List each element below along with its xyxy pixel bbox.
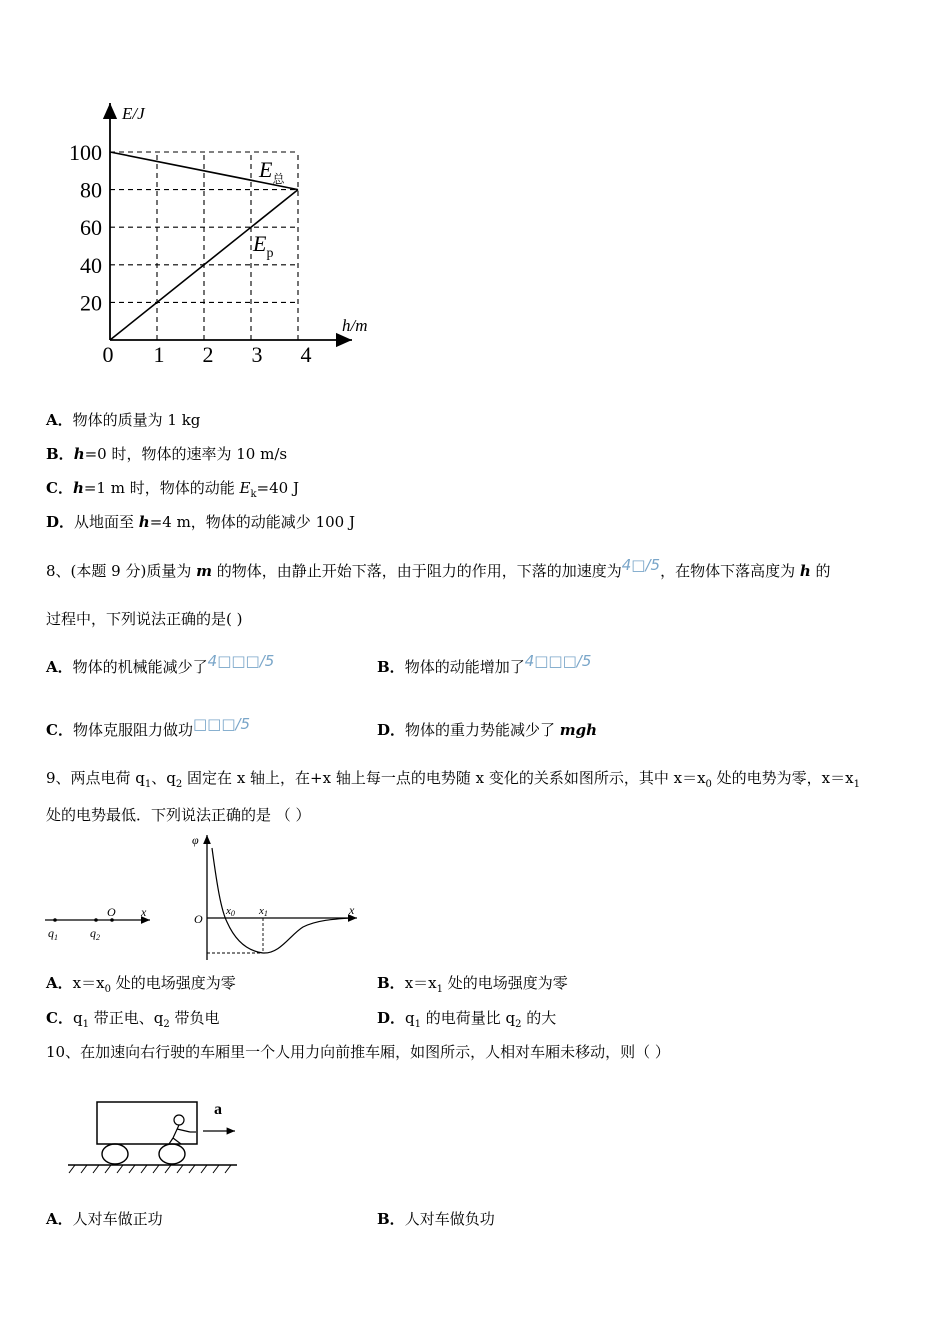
energy-height-graph	[60, 95, 390, 380]
q9-option-c: C．$q_1$ 带正电、$q_2$ 带负电	[46, 1009, 220, 1030]
q9-option-a: A．$x=x_0$ 处的电场强度为零	[46, 974, 236, 995]
q8-stem-line1: 8、(本题 9 分)质量为 m 的物体，由静止开始下落，由于阻力的作用，下落的加速度为4□/5，在物体下落高度为 h 的	[46, 556, 831, 580]
q10-option-a: A．人对车做正功	[46, 1210, 163, 1228]
svg-text:O: O	[107, 905, 116, 919]
q9-option-d: D．$q_1$ 的电荷量比 $q_2$ 的大	[377, 1009, 557, 1030]
x-axis-label: h/m	[342, 316, 368, 335]
potential-curve-figure	[185, 830, 365, 965]
q7-option-d: D．从地面至 h=4 m，物体的动能减少 100 J	[46, 513, 355, 531]
svg-text:x: x	[141, 905, 147, 919]
formula-image-a: 4□□□/5	[207, 652, 275, 670]
svg-text:x: x	[349, 903, 355, 917]
svg-text:φ: φ	[192, 833, 199, 847]
y-tick-labels	[69, 140, 102, 315]
formula-image-c: □□□/5	[192, 715, 251, 733]
q8-option-d: D．物体的重力势能减少了 mgh	[377, 721, 598, 739]
x-tick-labels	[103, 342, 312, 367]
q8-option-a: A．物体的机械能减少了4□□□/5	[46, 652, 275, 676]
charges-on-axis-figure	[40, 895, 160, 945]
x-tick-label: 3	[251, 342, 263, 367]
person-pushing	[169, 1115, 196, 1144]
svg-text:x0: x0	[226, 905, 235, 918]
y-tick-label: 20	[80, 290, 102, 316]
charge-q2	[94, 918, 98, 922]
svg-text:q1: $q_1$	[48, 926, 58, 942]
svg-text:x1: x1	[259, 905, 268, 918]
q8-option-b: B．物体的动能增加了4□□□/5	[377, 652, 592, 676]
q10-option-b: B．人对车做负功	[377, 1210, 495, 1228]
train-car-figure	[65, 1090, 250, 1180]
wheel-right	[159, 1144, 185, 1164]
q9-stem-line2: 处的电势最低．下列说法正确的是 （ ）	[46, 806, 311, 824]
q7-option-c: C．h=1 m 时，物体的动能 $E_k=40$ J	[46, 479, 299, 500]
svg-text:a: a	[214, 1101, 222, 1118]
x-tick-label: 2	[202, 342, 214, 367]
x-tick-label: 0	[102, 342, 114, 367]
q7-option-a: A．物体的质量为 1 kg	[46, 411, 201, 429]
label-E-total: $E_总$	[259, 157, 285, 186]
q8-stem-line2: 过程中，下列说法正确的是( )	[46, 610, 243, 628]
car-body	[97, 1102, 197, 1144]
x-tick-label: 4	[300, 342, 312, 367]
potential-curve	[212, 848, 351, 953]
svg-text:O: O	[194, 912, 203, 926]
q9-stem-line1: 9、两点电荷 $q_1$、$q_2$ 固定在 x 轴上，在+x 轴上每一点的电势随 x 变化的关系如图所示，其中 $x=x_0$ 处的电势为零，$x=x_1$	[46, 769, 860, 790]
label-E-p: $E_p$	[253, 231, 274, 261]
charge-q1	[53, 918, 57, 922]
wheel-left	[102, 1144, 128, 1164]
x-tick-label: 1	[153, 342, 165, 367]
y-tick-label: 60	[80, 215, 102, 241]
y-tick-label: 40	[80, 252, 102, 278]
q9-option-b: B．$x=x_1$ 处的电场强度为零	[377, 974, 568, 995]
q8-option-c: C．物体克服阻力做功□□□/5	[46, 715, 251, 739]
svg-text:q2: $q_2$	[90, 926, 100, 942]
accel-formula-image: 4□/5	[621, 556, 661, 574]
y-axis-label: E/J	[122, 104, 145, 123]
q7-option-b: B．h=0 时，物体的速率为 10 m/s	[46, 445, 288, 463]
formula-image-b: 4□□□/5	[524, 652, 592, 670]
y-tick-label: 100	[69, 140, 102, 165]
q10-stem: 10、在加速向右行驶的车厢里一个人用力向前推车厢，如图所示，人相对车厢未移动，则（ ）	[46, 1043, 670, 1061]
y-tick-label: 80	[80, 177, 102, 203]
